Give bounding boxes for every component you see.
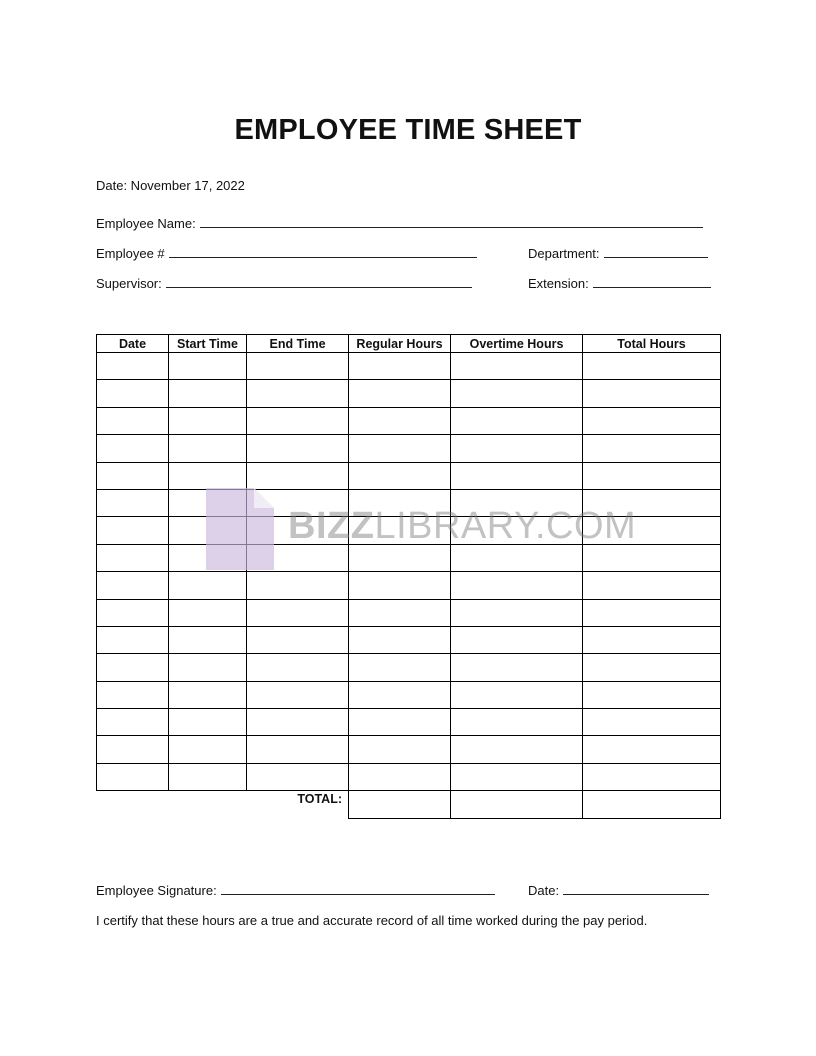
overtime-hours-cell[interactable] [451, 626, 583, 653]
watermark-brand-rest: LIBRARY.COM [374, 505, 637, 547]
table-row [97, 681, 721, 708]
supervisor-blank[interactable] [166, 275, 472, 288]
extension-blank[interactable] [593, 275, 711, 288]
department-blank[interactable] [604, 245, 708, 258]
end-time-cell[interactable] [247, 681, 349, 708]
start-time-cell[interactable] [169, 517, 247, 544]
regular-hours-cell[interactable] [349, 709, 451, 736]
certification-statement: I certify that these hours are a true and accurate record of all time worked during the pay period. [96, 913, 648, 928]
overtime-hours-cell[interactable] [451, 736, 583, 763]
date-cell[interactable] [97, 544, 169, 571]
total-hours-cell[interactable] [583, 626, 721, 653]
timesheet-body [97, 353, 721, 791]
employee-name-blank[interactable] [200, 215, 703, 228]
extension-label: Extension: [528, 276, 589, 291]
supervisor-label: Supervisor: [96, 276, 162, 291]
start-time-cell[interactable] [169, 489, 247, 516]
end-time-cell[interactable] [247, 353, 349, 380]
date-cell[interactable] [97, 489, 169, 516]
regular-hours-cell[interactable] [349, 681, 451, 708]
total-regular-hours-cell[interactable] [349, 791, 451, 819]
table-row [97, 599, 721, 626]
table-row [97, 380, 721, 407]
column-header-regular-hours: Regular Hours [349, 335, 451, 353]
total-spacer [97, 791, 169, 819]
department-label: Department: [528, 246, 600, 261]
end-time-cell[interactable] [247, 572, 349, 599]
start-time-cell[interactable] [169, 626, 247, 653]
regular-hours-cell[interactable] [349, 544, 451, 571]
regular-hours-cell[interactable] [349, 435, 451, 462]
start-time-cell[interactable] [169, 380, 247, 407]
extension-field [528, 275, 711, 292]
column-header-total-hours: Total Hours [583, 335, 721, 353]
employee-signature-label: Employee Signature: [96, 883, 217, 898]
start-time-cell[interactable] [169, 462, 247, 489]
date-cell[interactable] [97, 435, 169, 462]
total-hours-cell[interactable] [583, 736, 721, 763]
table-row [97, 736, 721, 763]
end-time-cell[interactable] [247, 599, 349, 626]
table-row [97, 435, 721, 462]
total-hours-cell[interactable] [583, 572, 721, 599]
date-cell[interactable] [97, 517, 169, 544]
employee-number-label: Employee # [96, 246, 165, 261]
start-time-cell[interactable] [169, 709, 247, 736]
start-time-cell[interactable] [169, 654, 247, 681]
total-hours-cell[interactable] [583, 599, 721, 626]
total-hours-cell[interactable] [583, 517, 721, 544]
table-row [97, 407, 721, 434]
start-time-cell[interactable] [169, 435, 247, 462]
date-cell[interactable] [97, 462, 169, 489]
end-time-cell[interactable] [247, 709, 349, 736]
overtime-hours-cell[interactable] [451, 380, 583, 407]
table-row [97, 709, 721, 736]
end-time-cell[interactable] [247, 517, 349, 544]
overtime-hours-cell[interactable] [451, 763, 583, 790]
total-hours-cell[interactable] [583, 763, 721, 790]
start-time-cell[interactable] [169, 736, 247, 763]
department-field [528, 245, 708, 262]
total-hours-cell[interactable] [583, 435, 721, 462]
end-time-cell[interactable] [247, 626, 349, 653]
timesheet-table [96, 334, 721, 819]
employee-name-field [96, 215, 703, 232]
column-header-start-time: Start Time [169, 335, 247, 353]
regular-hours-cell[interactable] [349, 353, 451, 380]
end-time-cell[interactable] [247, 736, 349, 763]
column-header-end-time: End Time [247, 335, 349, 353]
start-time-cell[interactable] [169, 407, 247, 434]
total-spacer [169, 791, 247, 819]
end-time-cell[interactable] [247, 763, 349, 790]
total-hours-cell[interactable] [583, 353, 721, 380]
total-total-hours-cell[interactable] [583, 791, 721, 819]
column-header-overtime-hours: Overtime Hours [451, 335, 583, 353]
table-row [97, 489, 721, 516]
table-row [97, 626, 721, 653]
regular-hours-cell[interactable] [349, 572, 451, 599]
total-hours-cell[interactable] [583, 380, 721, 407]
end-time-cell[interactable] [247, 544, 349, 571]
signature-date-blank[interactable] [563, 882, 709, 895]
date-cell[interactable] [97, 572, 169, 599]
date-cell[interactable] [97, 380, 169, 407]
end-time-cell[interactable] [247, 654, 349, 681]
total-hours-cell[interactable] [583, 654, 721, 681]
overtime-hours-cell[interactable] [451, 489, 583, 516]
table-row [97, 462, 721, 489]
employee-signature-field [96, 882, 495, 899]
end-time-cell[interactable] [247, 435, 349, 462]
regular-hours-cell[interactable] [349, 654, 451, 681]
start-time-cell[interactable] [169, 599, 247, 626]
table-header-row [97, 335, 721, 353]
document-date: Date: November 17, 2022 [96, 178, 245, 193]
employee-number-field [96, 245, 477, 262]
table-row [97, 763, 721, 790]
overtime-hours-cell[interactable] [451, 709, 583, 736]
total-hours-cell[interactable] [583, 681, 721, 708]
regular-hours-cell[interactable] [349, 489, 451, 516]
signature-date-field [528, 882, 709, 899]
total-hours-cell[interactable] [583, 489, 721, 516]
regular-hours-cell[interactable] [349, 462, 451, 489]
regular-hours-cell[interactable] [349, 626, 451, 653]
end-time-cell[interactable] [247, 462, 349, 489]
date-cell[interactable] [97, 353, 169, 380]
overtime-hours-cell[interactable] [451, 681, 583, 708]
date-cell[interactable] [97, 709, 169, 736]
overtime-hours-cell[interactable] [451, 654, 583, 681]
end-time-cell[interactable] [247, 380, 349, 407]
total-row [97, 791, 721, 819]
overtime-hours-cell[interactable] [451, 435, 583, 462]
date-cell[interactable] [97, 407, 169, 434]
date-cell[interactable] [97, 736, 169, 763]
date-cell[interactable] [97, 599, 169, 626]
regular-hours-cell[interactable] [349, 736, 451, 763]
end-time-cell[interactable] [247, 407, 349, 434]
total-label: TOTAL: [247, 791, 349, 819]
watermark-brand-bold: BIZZ [288, 505, 375, 547]
date-cell[interactable] [97, 681, 169, 708]
date-cell[interactable] [97, 654, 169, 681]
regular-hours-cell[interactable] [349, 599, 451, 626]
total-hours-cell[interactable] [583, 462, 721, 489]
overtime-hours-cell[interactable] [451, 407, 583, 434]
regular-hours-cell[interactable] [349, 517, 451, 544]
regular-hours-cell[interactable] [349, 763, 451, 790]
overtime-hours-cell[interactable] [451, 544, 583, 571]
end-time-cell[interactable] [247, 489, 349, 516]
overtime-hours-cell[interactable] [451, 517, 583, 544]
employee-name-label: Employee Name: [96, 216, 196, 231]
regular-hours-cell[interactable] [349, 407, 451, 434]
start-time-cell[interactable] [169, 353, 247, 380]
overtime-hours-cell[interactable] [451, 599, 583, 626]
table-row [97, 353, 721, 380]
table-row [97, 572, 721, 599]
table-row [97, 517, 721, 544]
overtime-hours-cell[interactable] [451, 572, 583, 599]
supervisor-field [96, 275, 472, 292]
overtime-hours-cell[interactable] [451, 353, 583, 380]
start-time-cell[interactable] [169, 681, 247, 708]
start-time-cell[interactable] [169, 544, 247, 571]
overtime-hours-cell[interactable] [451, 462, 583, 489]
employee-number-blank[interactable] [169, 245, 477, 258]
table-row [97, 654, 721, 681]
column-header-date: Date [97, 335, 169, 353]
total-hours-cell[interactable] [583, 407, 721, 434]
page-title: EMPLOYEE TIME SHEET [234, 114, 582, 146]
start-time-cell[interactable] [169, 572, 247, 599]
signature-date-label: Date: [528, 883, 560, 898]
total-overtime-hours-cell[interactable] [451, 791, 583, 819]
date-cell[interactable] [97, 626, 169, 653]
total-hours-cell[interactable] [583, 709, 721, 736]
date-cell[interactable] [97, 763, 169, 790]
start-time-cell[interactable] [169, 763, 247, 790]
table-row [97, 544, 721, 571]
regular-hours-cell[interactable] [349, 380, 451, 407]
employee-signature-blank[interactable] [221, 882, 495, 895]
total-hours-cell[interactable] [583, 544, 721, 571]
